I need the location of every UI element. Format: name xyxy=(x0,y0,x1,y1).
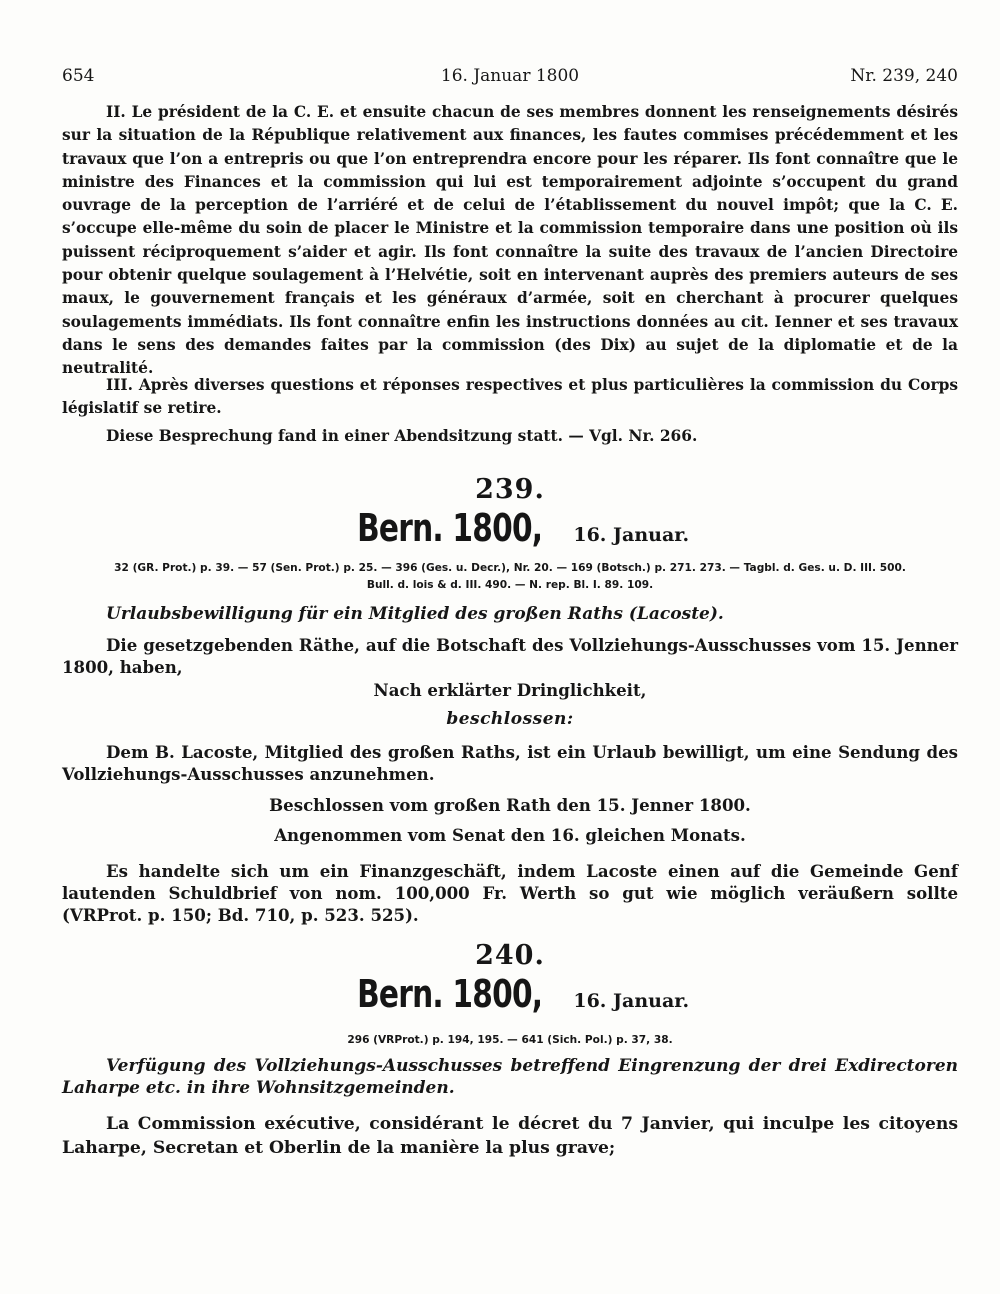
doc-239-dateline xyxy=(62,506,958,550)
doc-239-urgency: Nach erklärter Dringlichkeit, xyxy=(373,680,647,700)
prev-note: Diese Besprechung fand in einer Abendsitzung statt. — Vgl. Nr. 266. xyxy=(106,427,698,445)
doc-240-dateline xyxy=(62,972,958,1016)
doc-240-place: Bern. 1800, xyxy=(356,972,543,1016)
doc-239-resolved: beschlossen: xyxy=(446,709,574,729)
doc-239-passed-great-council: Beschlossen vom großen Rath den 15. Jenner 1800. xyxy=(269,795,751,815)
doc-239-passed-senate: Angenommen vom Senat den 16. gleichen Monats. xyxy=(274,825,746,845)
doc-239-intro: Die gesetzgebenden Räthe, auf die Botschaft des Vollziehungs-Ausschusses vom 15. Jenner 1800, haben, xyxy=(62,635,958,677)
doc-240-title: Verfügung des Vollziehungs-Ausschusses betreffend Eingrenzung der drei Exdirectoren Laharpe etc. in ihre Wohnsitzgemeinden. xyxy=(62,1056,958,1098)
doc-239-note: Es handelte sich um ein Finanzgeschäft, indem Lacoste einen auf die Gemeinde Genf lautenden Schuldbrief von nom. 100,000 Fr. Werth so gut wie möglich veräußern sollte (VRProt. p. 150; Bd. 710, p. 523. 525). xyxy=(62,861,958,925)
doc-239-decree: Dem B. Lacoste, Mitglied des großen Raths, ist ein Urlaub bewilligt, um eine Sendung des Vollziehungs-Ausschusses anzunehmen. xyxy=(62,742,958,784)
prev-paragraph-3: III. Après diverses questions et réponses respectives et plus particulières la commission du Corps législatif se retire. xyxy=(62,376,958,418)
header-doc-numbers: Nr. 239, 240 xyxy=(850,66,958,86)
header-date: 16. Januar 1800 xyxy=(440,66,580,86)
doc-239-title: Urlaubsbewilligung für ein Mitglied des großen Raths (Lacoste). xyxy=(106,604,724,624)
doc-240-sources: 296 (VRProt.) p. 194, 195. — 641 (Sich. Pol.) p. 37, 38. xyxy=(347,1034,673,1046)
prev-paragraph-2: II. Le président de la C. E. et ensuite chacun de ses membres donnent les renseignements désirés sur la situation de la République relativement aux finances, les fautes commises précédemment et les travaux que l’on a entrepris ou que l’on entreprendra encore pour les réparer. Ils font connaître que le ministre des Finances et la commission qui lui est temporairement adjointe s’occupent du grand ouvrage de la perception de l’arriéré et de celui de l’établissement du nouvel impôt; que la C. E. s’occupe elle-même du soin de placer le Ministre et la commission temporaire dans une position où ils puissent réciproquement s’aider et agir. Ils font connaître la suite des travaux de l’ancien Directoire pour obtenir quelque soulagement à l’Helvétie, soit en intervenant auprès des premiers auteurs de ses maux, le gouvernement français et les généraux d’armée, soit en cherchant à procurer quelques soulagements immédiats. Ils font connaître enfin les instructions données au cit. Ienner et ses travaux dans le sens des demandes faites par la commission (des Dix) au sujet de la diplomatie et de la neutralité. xyxy=(62,103,958,378)
page-number: 654 xyxy=(62,66,95,86)
doc-239-sources-line-2: Bull. d. lois & d. III. 490. — N. rep. Bl. I. 89. 109. xyxy=(366,579,654,591)
doc-239-place: Bern. 1800, xyxy=(356,506,543,550)
doc-239-date: 16. Januar. xyxy=(573,524,690,546)
doc-239-sources-line-1: 32 (GR. Prot.) p. 39. — 57 (Sen. Prot.) p. 25. — 396 (Ges. u. Decr.), Nr. 20. — 169 (Botsch.) p. 271. 273. — Tagbl. d. Ges. u. D. III. 500. xyxy=(114,562,906,574)
running-header xyxy=(62,66,958,90)
doc-240-number: 240. xyxy=(475,940,545,971)
doc-240-text: La Commission exécutive, considérant le décret du 7 Janvier, qui inculpe les citoyens Laharpe, Secretan et Oberlin de la manière la plus grave; xyxy=(62,1114,958,1158)
doc-239-number: 239. xyxy=(475,474,545,505)
doc-240-date: 16. Januar. xyxy=(573,990,690,1012)
